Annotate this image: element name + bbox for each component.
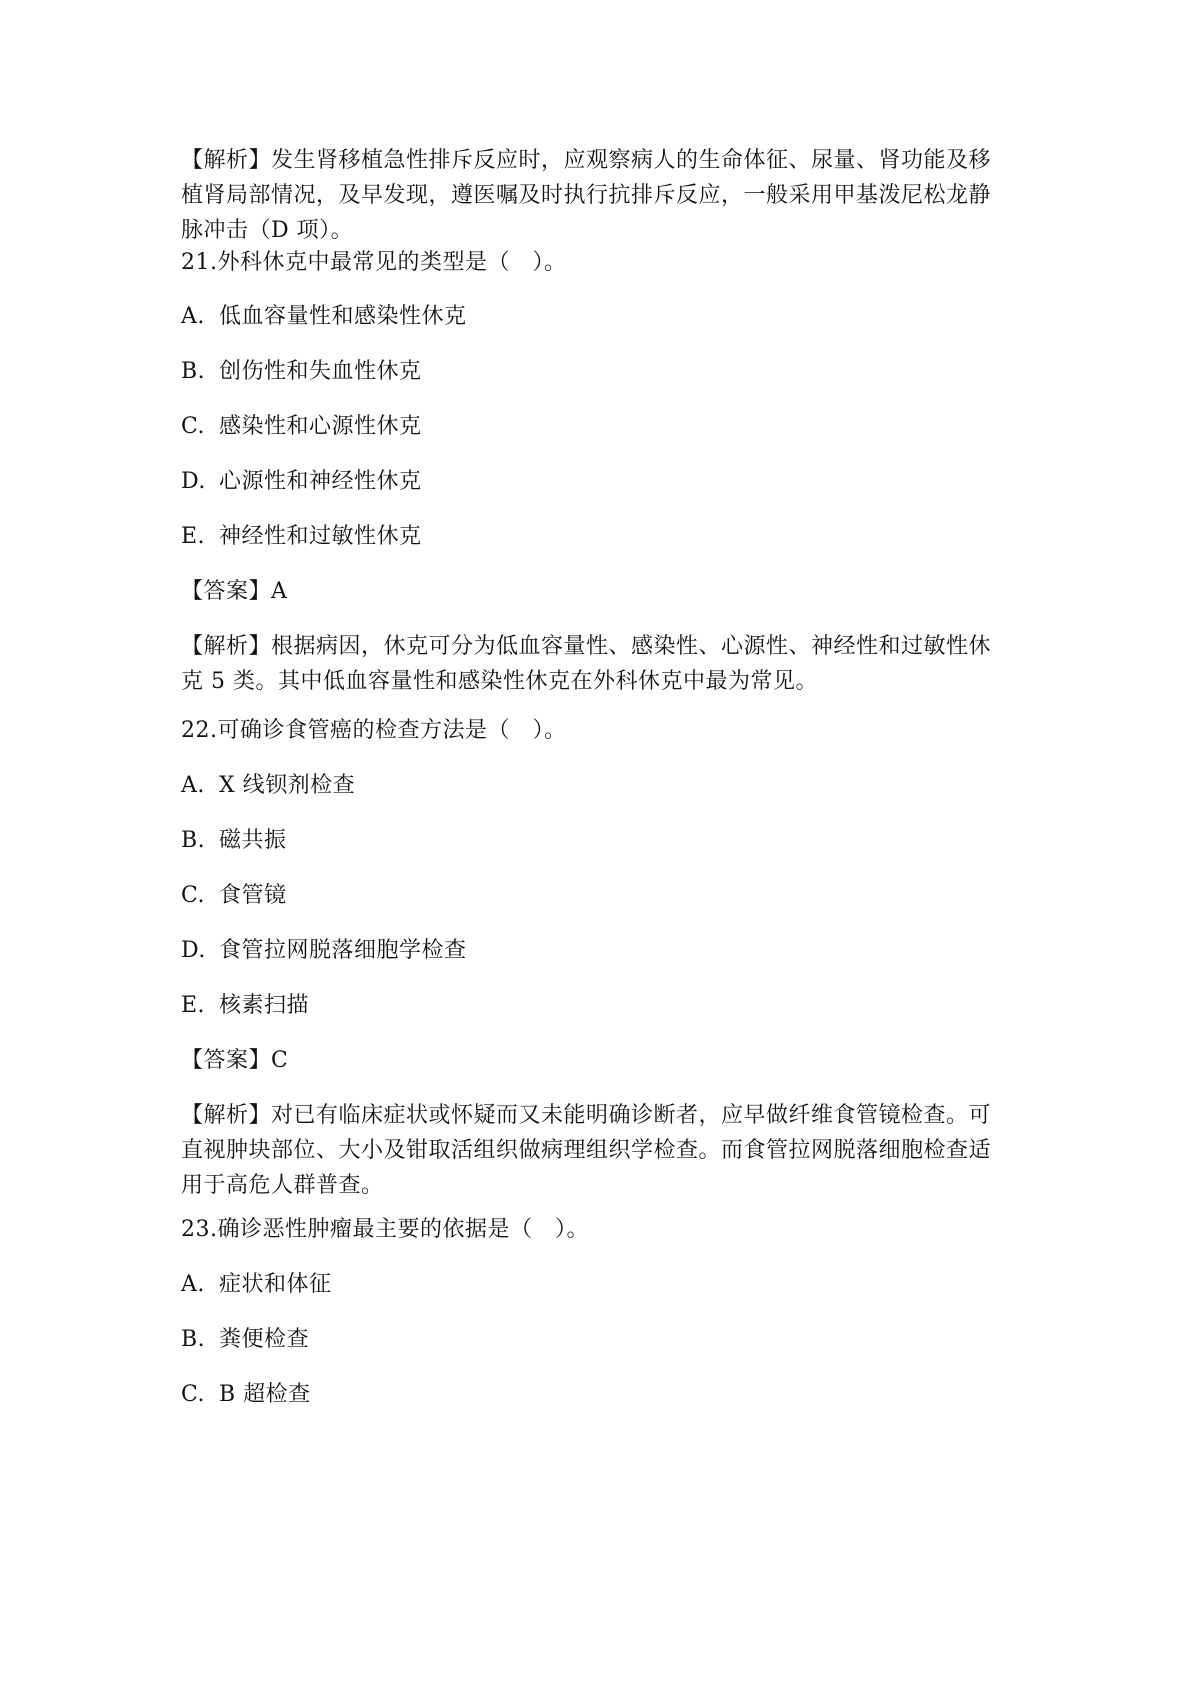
option-text: B 超检查: [219, 1382, 311, 1407]
question-22: 22.可确诊食管癌的检查方法是（ ）。: [181, 718, 567, 743]
q22-option-b: [181, 826, 287, 856]
option-letter: B.: [181, 359, 206, 384]
option-text: 食管镜: [219, 883, 287, 908]
option-text: 磁共振: [219, 828, 287, 853]
answer-21: 【答案】A: [181, 579, 288, 604]
q21-option-c: [181, 412, 422, 442]
option-text: 粪便检查: [219, 1327, 310, 1352]
option-text: 低血容量性和感染性休克: [219, 304, 467, 329]
q23-option-a: [181, 1270, 332, 1300]
option-letter: A.: [181, 304, 205, 329]
option-text: 感染性和心源性休克: [219, 414, 422, 439]
option-letter: A.: [181, 773, 205, 798]
option-letter: B.: [181, 828, 206, 853]
q21-option-d: [181, 467, 422, 497]
q22-option-a: [181, 771, 355, 801]
q22-option-d: [181, 936, 467, 966]
answer-22: 【答案】C: [181, 1048, 289, 1073]
option-letter: E.: [181, 993, 206, 1018]
option-letter: C.: [181, 414, 206, 439]
q23-option-c: [181, 1380, 311, 1410]
explanation-20: 【解析】发生肾移植急性排斥反应时，应观察病人的生命体征、尿量、肾功能及移植肾局部情况，及早发现，遵医嘱及时执行抗排斥反应，一般采用甲基泼尼松龙静脉冲击（D 项）。: [181, 148, 992, 243]
q21-option-a: [181, 302, 467, 332]
option-text: 神经性和过敏性休克: [219, 524, 422, 549]
option-letter: C.: [181, 1382, 206, 1407]
q22-option-c: [181, 881, 287, 911]
explanation-21: 【解析】根据病因，休克可分为低血容量性、感染性、心源性、神经性和过敏性休克 5 类。其中低血容量性和感染性休克在外科休克中最为常见。: [181, 634, 992, 694]
option-letter: E.: [181, 524, 206, 549]
option-letter: C.: [181, 883, 206, 908]
option-text: 症状和体征: [219, 1272, 332, 1297]
option-letter: A.: [181, 1272, 205, 1297]
option-text: 核素扫描: [219, 993, 310, 1018]
question-21: 21.外科休克中最常见的类型是（ ）。: [181, 250, 567, 275]
option-text: 心源性和神经性休克: [219, 469, 422, 494]
option-text: 创伤性和失血性休克: [219, 359, 422, 384]
option-letter: D.: [181, 938, 206, 963]
explanation-22: 【解析】对已有临床症状或怀疑而又未能明确诊断者，应早做纤维食管镜检查。可直视肿块部位、大小及钳取活组织做病理组织学检查。而食管拉网脱落细胞检查适用于高危人群普查。: [181, 1103, 992, 1198]
q21-option-e: [181, 522, 422, 552]
option-text: X 线钡剂检查: [219, 773, 356, 798]
option-letter: B.: [181, 1327, 206, 1352]
question-23: 23.确诊恶性肿瘤最主要的依据是（ ）。: [181, 1217, 589, 1242]
q21-option-b: [181, 357, 422, 387]
option-letter: D.: [181, 469, 206, 494]
q22-option-e: [181, 991, 309, 1021]
option-text: 食管拉网脱落细胞学检查: [219, 938, 467, 963]
q23-option-b: [181, 1325, 309, 1355]
